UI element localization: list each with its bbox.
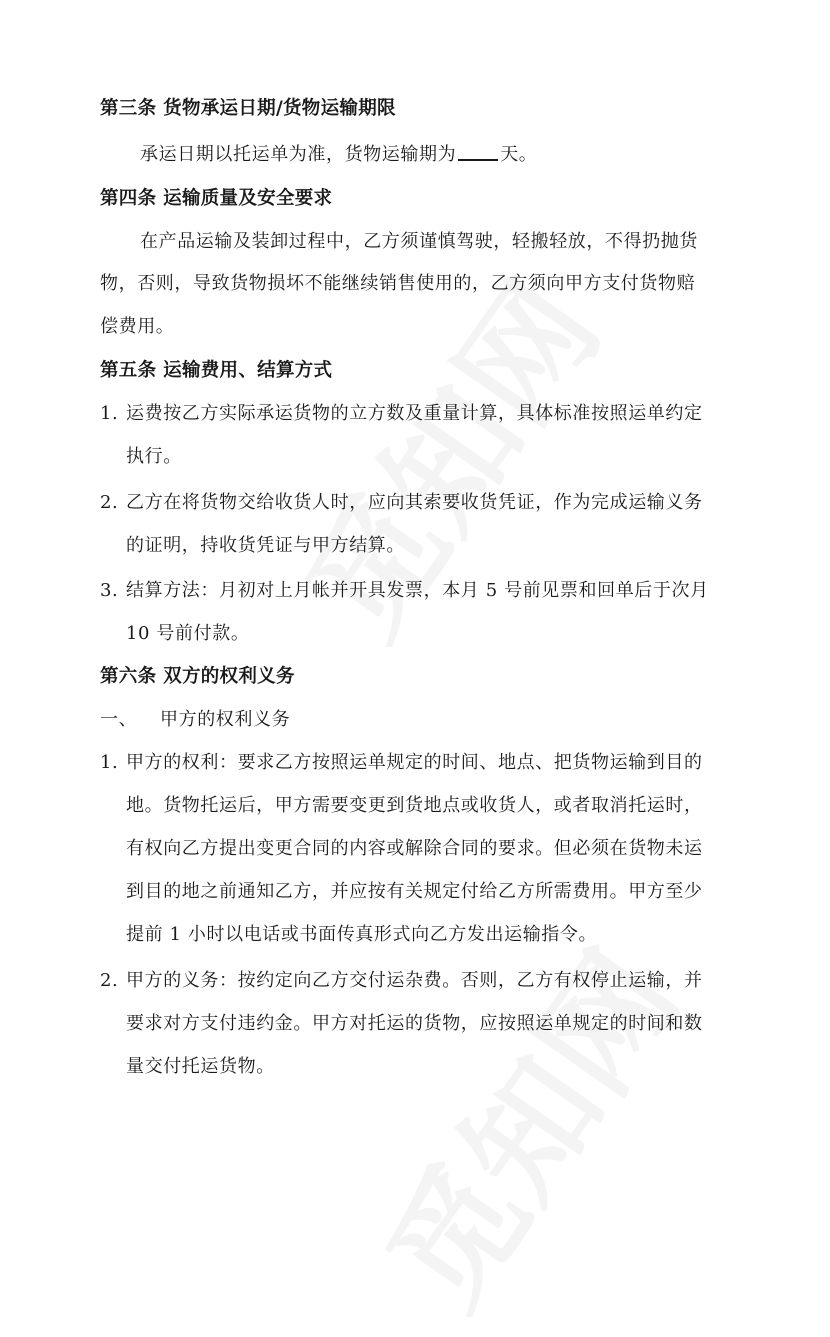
list-item-cont: 的证明，持收货凭证与甲方结算。 xyxy=(126,535,405,556)
article6-title: 第六条 双方的权利义务 xyxy=(100,666,295,687)
list-number: 1. xyxy=(100,752,119,773)
list-number: 1. xyxy=(100,403,119,424)
list-item-cont: 要求对方支付违约金。甲方对托运的货物，应按照运单规定的时间和数 xyxy=(126,1013,703,1034)
section-mark: 一、 xyxy=(100,709,138,730)
article3-text: 承运日期以托运单为准，货物运输期为 天。 xyxy=(140,141,537,168)
list-number: 2. xyxy=(100,970,119,991)
list-item-cont: 有权向乙方提出变更合同的内容或解除合同的要求。但必须在货物未运 xyxy=(126,838,703,859)
section-label: 甲方的权利义务 xyxy=(160,709,291,730)
list-item-cont: 地。货物托运后，甲方需要变更到货地点或收货人，或者取消托运时， xyxy=(126,795,703,816)
list-item-cont: 10 号前付款。 xyxy=(126,623,250,644)
list-item-cont: 到目的地之前通知乙方，并应按有关规定付给乙方所需费用。甲方至少 xyxy=(126,881,703,902)
article4-line: 物，否则，导致货物损坏不能继续销售使用的，乙方须向甲方支付货物赔 xyxy=(100,273,696,294)
article4-line: 在产品运输及装卸过程中，乙方须谨慎驾驶，轻搬轻放，不得扔抛货 xyxy=(140,231,698,252)
article5-title: 第五条 运输费用、结算方式 xyxy=(100,360,333,381)
list-item-cont: 量交付托运货物。 xyxy=(126,1056,275,1077)
document-page: 第三条 货物承运日期/货物运输期限 承运日期以托运单为准，货物运输期为 天。 第四条 运输质量及安全要求 在产品运输及装卸过程中，乙方须谨慎驾驶，轻搬轻放，不得扔抛货 物，否则，导致货物损坏不能继续销售使用的，乙方须向甲方支付货物赔 偿费用。 第五条 运输费用、结算方式 1. 运费按乙方实际承运货物的立方数及重量计算，具体标准按照运单约定 执行。 2. 乙方在将货物交给收货人时，应向其索要收货凭证，作为完成运输义务 的证明，持收货凭证与甲方结算。 3. 结算方法：月初对上月帐并开具发票，本月 5 号前见票和回单后于次月 10 号前付款。 第六条 双方的权利义务 一、 甲方的权利义务 1. 甲方的权利：要求乙方按照运单规定的时间、地点、把货物运输到目的 地。货物托运后，甲方需要变更到货地点或收货人，或者取消托运时， 有权向乙方提出变更合同的内容或解除合同的要求。但必须在货物未运 到目的地之前通知乙方，并应按有关规定付给乙方所需费用。甲方至少 提前 1 小时以电话或书面传真形式向乙方发出运输指令。 2. 甲方的义务：按约定向乙方交付运杂费。否则，乙方有权停止运输，并 要求对方支付违约金。甲方对托运的货物，应按照运单规定的时间和数 量交付托运货物。 xyxy=(0,0,830,1174)
article4-title: 第四条 运输质量及安全要求 xyxy=(100,188,333,209)
list-item-cont: 执行。 xyxy=(126,446,182,467)
blank-underline xyxy=(458,141,498,161)
list-number: 2. xyxy=(100,492,119,513)
list-item-cont: 提前 1 小时以电话或书面传真形式向乙方发出运输指令。 xyxy=(126,924,598,945)
article4-line: 偿费用。 xyxy=(100,316,175,337)
article3-title: 第三条 货物承运日期/货物运输期限 xyxy=(100,98,396,119)
list-number: 3. xyxy=(100,580,119,601)
